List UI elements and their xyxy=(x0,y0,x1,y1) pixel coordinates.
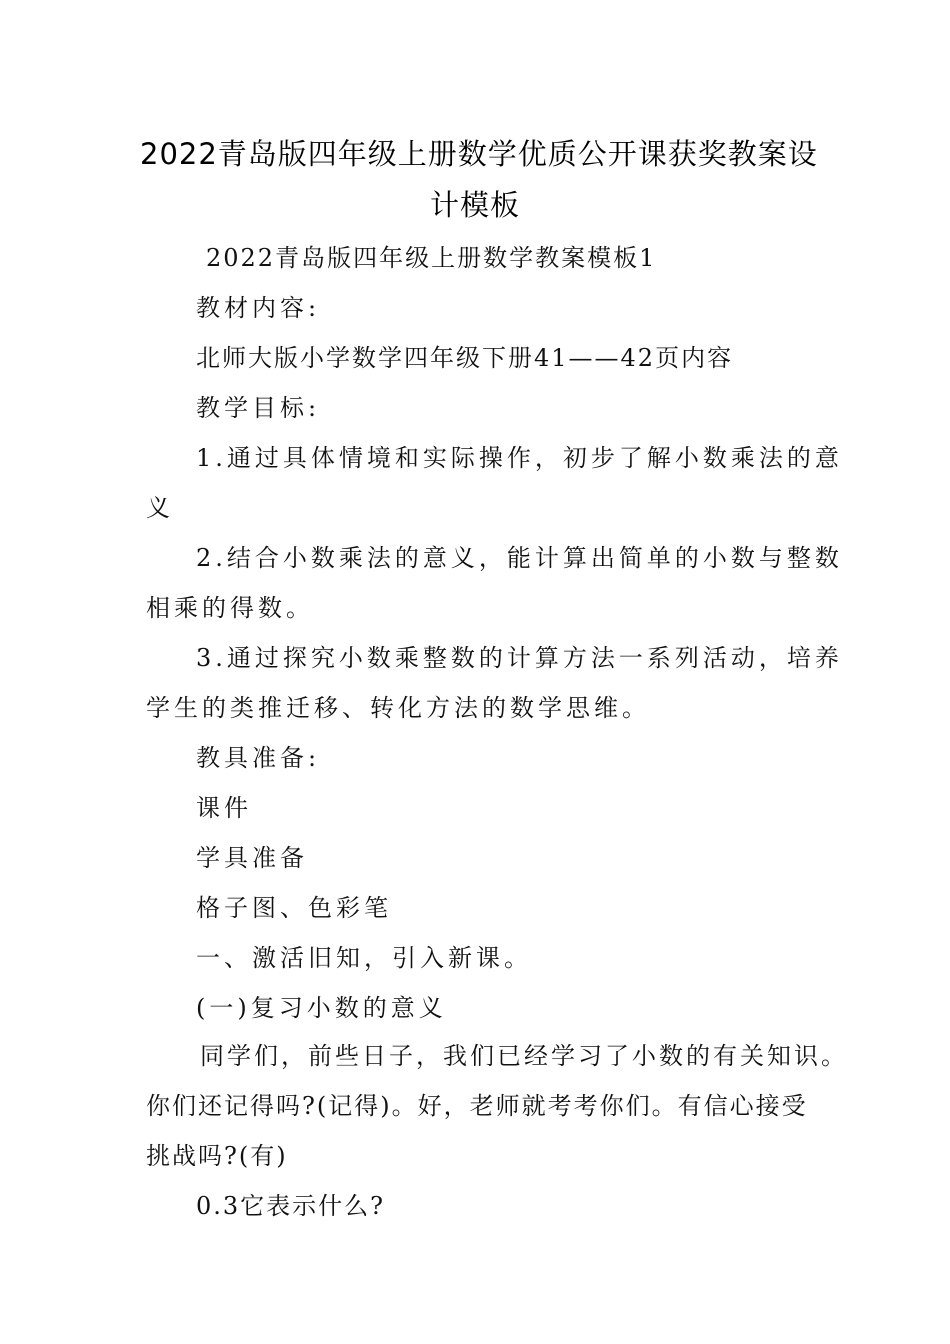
paragraph: 课件 xyxy=(196,794,252,822)
paragraph: 你们还记得吗?(记得)。好，老师就考考你们。有信心接受 xyxy=(146,1092,808,1120)
paragraph: 2.结合小数乘法的意义，能计算出简单的小数与整数 xyxy=(196,544,843,572)
paragraph: 北师大版小学数学四年级下册41——42页内容 xyxy=(196,344,734,372)
paragraph: 一、激活旧知，引入新课。 xyxy=(196,944,532,972)
paragraph: 格子图、色彩笔 xyxy=(196,894,392,922)
paragraph: 教材内容: xyxy=(196,294,321,322)
paragraph: 1.通过具体情境和实际操作，初步了解小数乘法的意 xyxy=(196,444,843,472)
paragraph: 义 xyxy=(146,494,174,522)
paragraph: 教学目标: xyxy=(196,394,321,422)
paragraph: 教具准备: xyxy=(196,744,321,772)
paragraph: 0.3它表示什么? xyxy=(196,1192,386,1220)
paragraph: 相乘的得数。 xyxy=(146,594,314,622)
paragraph: 学具准备 xyxy=(196,844,308,872)
document-subtitle: 2022青岛版四年级上册数学教案模板1 xyxy=(206,244,657,272)
paragraph: 3.通过探究小数乘整数的计算方法一系列活动，培养 xyxy=(196,644,843,672)
paragraph: (一)复习小数的意义 xyxy=(196,994,447,1022)
document-title-line-2: 计模板 xyxy=(429,188,520,222)
paragraph: 学生的类推迁移、转化方法的数学思维。 xyxy=(146,694,650,722)
paragraph: 挑战吗?(有) xyxy=(146,1142,288,1170)
document-title-line-1: 2022青岛版四年级上册数学优质公开课获奖教案设 xyxy=(140,137,818,171)
paragraph: 同学们，前些日子，我们已经学习了小数的有关知识。 xyxy=(200,1042,848,1070)
